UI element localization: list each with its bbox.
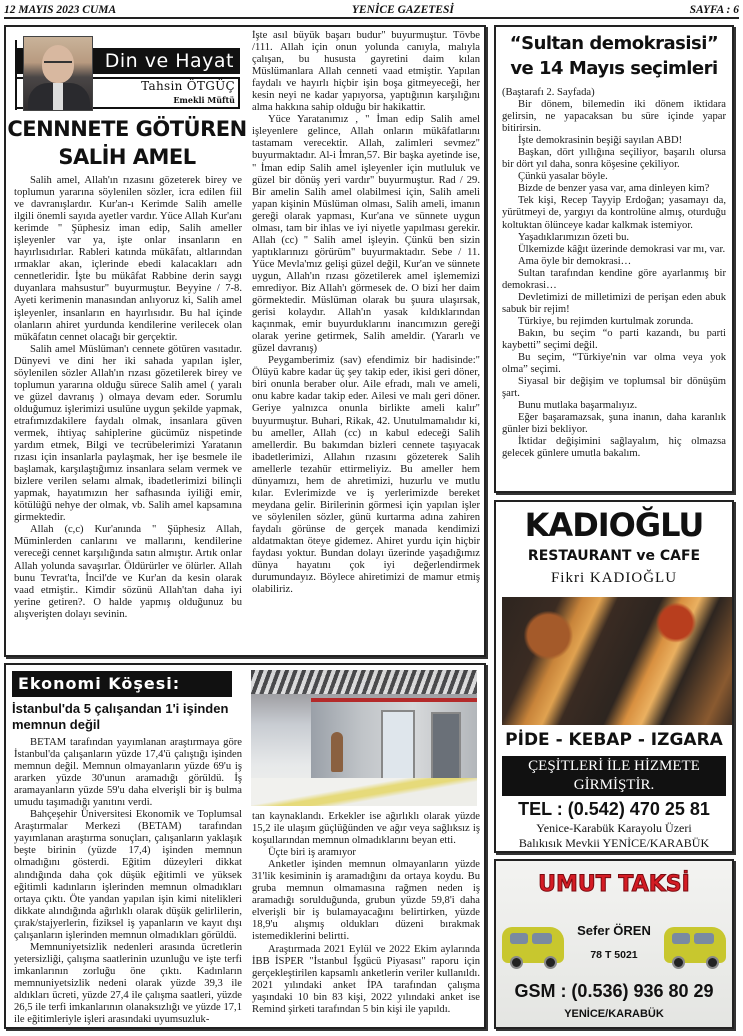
issue-date: 12 MAYIS 2023 CUMA — [4, 3, 117, 16]
taxi-gsm: GSM : (0.536) 936 80 29 — [514, 981, 714, 1001]
service-banner: ÇEŞİTLERİ İLE HİZMETE GİRMİŞTİR. — [502, 756, 726, 796]
article-headline: İstanbul'da 5 çalışandan 1'i işinden memnun değil — [12, 701, 229, 732]
page-header — [4, 2, 739, 19]
subheading: Üçte biri iş aramıyor — [268, 847, 356, 859]
taxi-location: YENİCE/KARABÜK — [564, 1008, 664, 1020]
taxi-owner: Sefer ÖREN — [577, 923, 651, 938]
menu-items: PİDE - KEBAP - IZGARA — [505, 730, 723, 750]
article-column-1: Salih amel, Allah'ın rızasını gözeterek birey ve toplumun yararına söylenilen sözler, icra edilen fiil ve davranışlardır. Kur'an-ı Kerimde Salih amelle ilgili önemli sayıda ayetler vardır. Yüce Allah Kur'anı kerimde " Şüphesiz iman edip, Salih ameller işleyenler var ya, işte onlar insanların en hayırlısıdırlar. Rableri katında mükâfatı, altlarından ırmaklar akan, içlerinde ebedi kalacakları adn cennetleridir. İşte bu mükâfat Rabbine derin saygı duyanlara mahsustur" buyurmuştur. Beyyine / 7-8. Ayeti kerimenin manasından anlıyoruz ki, Salih amel işleyenler, insanların en hayırlısıdır. Bu hal içinde olanların ahiret yurdunda kendilerine verilecek olan mükâfatın cennet olacağı bir gerçektir. Salih amel Müslüman'ı cennete götüren vasıtadır. Dünyevi ve dini her iki sahada yapılan işler, söylenilen sözler Allah'ın rızası gözetilerek birey ve toplumun yararına olduğu sürece Salih amel ( yaralı ve güzel davranış ) olmaya devam eder. Sorumlu olduğumuz işlerimizi usulüne uygun şekilde yapmak, etrafımızdakilere faydalı olmak, insanlara güven vermek, ihtiyaç sahiplerine gücümüz nispetinde yardım etmek, Bilgi ve tecrübelerimizi Yaratanın rızası için insanlarla paylaşmak, her işe besmele ile başlamak, karşılaştığımız insanlara selam vermek ve bizlere verilen selamı almak, ibadetlerimizi bilinçli yapmak, hayatımızın her safhasında iyiliği emir, kötülüğü nehye der olmak, vb. Salih amel kapsamına girmektedir. Allah (c,c) Kur'anında " Şüphesiz Allah, Müminlerden canlarını ve mallarını, kendilerine vereceği cennet karşılığında satın almıştır. Artık onlar Allah yolunda savaşırlar. Öldürürler ve ölürler. Allah bunu Tevrat'ta, İncil'de ve Kur'an da kesin olarak vaad etmiştir.. Kimdir sözünü Allah'tan daha iyi yerine getiren?. O halde yapmış olduğunuz bu alışverişten dolayı sevinin. — [14, 175, 242, 620]
umut-taksi-ad — [494, 859, 734, 1029]
restaurant-phone: TEL : (0.542) 470 25 81 — [518, 799, 710, 819]
column-name: Din ve Hayat — [104, 50, 234, 72]
restaurant-address-1: Yenice-Karabük Karayolu Üzeri — [536, 821, 692, 835]
section-banner — [12, 671, 232, 697]
section-title: Ekonomi Köşesi: — [18, 674, 181, 693]
taxi-car-icon — [502, 927, 564, 963]
taxi-car-icon — [664, 927, 726, 963]
article-title: “Sultan demokrasisi” ve 14 Mayıs seçimleri — [509, 33, 719, 79]
article-body: (Baştarafı 2. Sayfada) Bir dönem, bilemedin iki dönem iktidara gelirsin, ne yapacaksan bu süre içinde yapar bitirirsin. İşte demokrasinin beşiği sayılan ABD! Başkan, dört yıllığına seçiliyor, başarılı olursa bir dört yıl daha, sonra köşesine çekiliyor. Çünkü yasalar böyle. Bizde de benzer yasa var, ama dinleyen kim? Tek kişi, Recep Tayyip Erdoğan; yasamayı da, yürütmeyi de, yargıyı da kontrolüne almış, oturduğu koltuktan ölünceye kadar kalkmak istemiyor. Yaşadıklarımızın özeti bu. Ülkemizde kâğıt üzerinde demokrasi var mı, var. Ama öyle bir demokrasi… Sultan tarafından kendine göre ayarlanmış bir demokrasi… Devletimizi de milletimizi de perişan eden abuk sabuk bir rejim! Türkiye, bu rejimden kurtulmak zorunda. Bakın, bu seçim “o parti kazandı, bu parti kaybetti” seçimi değil. Bu seçim, “Türkiye'nin var olma veya yok olma” seçimi. Siyasal bir değişim ve toplumsal bir dönüşüm şart. Bunu mutlaka başarmalıyız. Eğer başaramazsak, şuna inanın, daha karanlık günler bizi bekliyor. İktidar değişimini sağlayalım, hiç olmazsa gelecek günlere umutla bakalım. — [502, 87, 726, 460]
author-role: Emekli Müftü — [173, 95, 235, 105]
article-column-2: tan kaynaklandı. Erkekler ise ağırlıklı olarak yüzde 15,2 ile ulaşım güçlüğünden ve ağır veya sağlıksız iş koşullarından memnun olmadıklarını beyan etti. Üçte biri iş aramıyor Anketler işinden memnun olmayanların yüzde 31'lik kesiminin iş aramadığını da ortaya koydu. Bu gruba memnun olmamasına rağmen neden iş aramadığı sorulduğunda, grubun yüzde 59,8'i daha elverişli bir iş bulamayacağını belirtirken, yüzde 18,9'u alışmış oldukları düzeni bırakmak istemediklerini belirtti. Araştırmada 2021 Eylül ve 2022 Ekim aylarında İBB İSPER "İstanbul İşgücü Piyasası" raporu için gerçekleştirilen kapsamlı anketlerin veriler kullanıldı. 2021 yılındaki anket İPA tarafından çalışma yaşındaki 10 bin 83 kişi, 2022 yılındaki anket ise Remind şirketi tarafından 5 bin kişi ile yapıldı. — [252, 811, 480, 1015]
restaurant-address-2: Balıkısık Mevkii YENİCE/KARABÜK — [518, 836, 710, 850]
article-title: CENNNETE GÖTÜREN SALİH AMEL — [7, 117, 247, 169]
din-ve-hayat-article — [4, 25, 486, 657]
author-name: Tahsin ÖTGÜÇ — [141, 79, 235, 93]
author-photo — [23, 36, 93, 111]
continued-note: (Baştarafı 2. Sayfada) — [502, 87, 595, 98]
kadioglu-restaurant-ad — [494, 500, 734, 853]
article-column-1: BETAM tarafından yayımlanan araştırmaya göre İstanbul'da çalışanların yüzde 17,4'ü çalıştığı işinden memnun değil. Memnun olmayanların yüzde 69'u iş ararken yüzde 30'unun aramadığı görüldü. İş aramayanların yüzde 59'u daha elverişli bir iş bulma umudu taşımadığı yanıtını verdi. Bahçeşehir Üniversitesi Ekonomik ve Toplumsal Araştırmalar Merkezi (BETAM) tarafından yayımlanan araştırma sonuçları, çalışanların yaklaşık beşte birinin (yüzde 17,4) işinden memnun olmadığını gösterdi. Eğitim düzeyleri dikkat alındığında daha çok düşük eğitimli ve yüksek eğitimli kadınların işlerinden memnun olmadıkları ortaya çıktı. Öte yandan yapılan işin kimi nitelikleri dikkate alındığında ağırlıklı olarak düşük gelirlilerin, çırak/stajyerlerin, fiziksel iş yapanların ve kayıt dışı çalışanların işlerinden memnun olmadıkları görüldü. Memnuniyetsizlik nedenleri arasında ücretlerin yetersizliği, çalışma saatlerinin uzunluğu ve işte terfi imkanlarının zorluğu öne çıktı. Kadınların memnuniyetsizlik nedeni olarak yüzde 39,3 ile aldıkları ücreti, yüzde 27,4 ile çalışma saatleri, yüzde 26,5 ile terfi imkanlarının olanaksızlığı ve yüzde 17,1 ile eğitimleriyle işleri arasındaki uyumsuzluk- — [14, 737, 242, 1025]
taxi-name: UMUT TAKSİ — [538, 872, 690, 897]
restaurant-name: KADIOĞLU — [524, 506, 704, 544]
newspaper-name: YENİCE GAZETESİ — [351, 3, 454, 16]
column-header — [15, 36, 240, 111]
restaurant-subtitle: RESTAURANT ve CAFE — [527, 548, 701, 564]
metro-photo — [251, 670, 477, 806]
food-photo — [502, 597, 734, 725]
page-number: SAYFA : 6 — [689, 3, 739, 16]
restaurant-owner: Fikri KADIOĞLU — [550, 570, 678, 586]
article-column-2: İşte asıl büyük başarı budur" buyurmuştur. Tövbe /111. Allah için onun yolunda canıyla, malıyla çalışan, bu hususta gayretini daim kılan Müslümanlara Allah cenneti vaad etmiştir. Yapılan faydalı ve hayırlı hiçbir işin boşa gitmeyeceği, her kesin neyi ne kadar yapıyorsa, yaptığının karşılığını alma hakkına sahip olduğu bir hakikattir. Yüce Yaratanımız , " İman edip Salih amel işleyenlere gelince, Allah onların mükâfatlarını tastamam verecektir. Allah, zalimleri sevmez" buyurmaktadır. Al-i İmran,57. Bir başka ayetinde ise, " İman edip Salih amel işleyenler için mutluluk ve güzel bir dönüş yeri vardır" buyurmuştur. Rad / 29. Bir amelin Salih amel olabilmesi için, Salih ameli yapan kişinin Müslüman olması, Salih ameli, imanın gereği olarak yapması, Kur'ana ve sünnete uygun olması, tam bir ihlas ve iyi niyetle yapılması gerekir. Allah (cc) " Salih amel işleyin. Çünkü ben sizin yaptıklarınızı görürüm" buyurmaktadır. Sebe / 11. Yüce Mevla'mız gelişi güzel değil, Kur'an ve sünnete uygun, Allah'ın rızası gözetilerek amel işlememizi emrediyor. Biz Allah'ı görmesek de. O bizi her daim görmektedir. Müslüman olarak bu şuura ulaşırsak, gerisi kolaydır. Allah'ın yasak kıldıklarından kaçınmak, emir buyurduklarını inancımızın gereği olarak yerine getirmek, Salih ameldir. (Yararlı ve güzel davranış) Peygamberimiz (sav) efendimiz bir hadisinde:" Ölüyü kabre kadar üç şey takip eder, ikisi geri döner, biri onunla beraber olur. Aile efradı, malı ve ameli, onu kabre kadar takip eder. Ailesi ve malı geri döner. Geriye yalnızca onunla birlikte ameli kalır" buyurmuştur. Buhari, Rikak, 42. Unutulmamalıdır ki, bu ameller, Allah (cc) ın kabul edeceği Salih amellerdir. Bu bakımdan bizleri cennete taşıyacak ibadetlerimizi, Allahın rızasını gözeterek Salih amellerle tezahür ettirmeliyiz. Bu ameller hem dünyamızı, hem de ahretimizi, huzurlu ve mutlu kılar. Evlerimizde ve iş yerlerimizde bereket meydana gelir. Birilerinin görmesi için yapılan işler ve söylenilen sözler, günü kurtarma adına zahiren faydalı görünse de gerçek manada kendimizi aldatmaktan öteye gidemez. Ahiret yurdu için hiçbir faydası yoktur. Bundan dolayı üzerinde yaşadığımız dünya hayatını çok iyi değerlendirmek durumundayız. Böylece ahiretimizi de mamur etmiş olabiliriz. — [252, 30, 480, 596]
taxi-plate: 78 T 5021 — [590, 949, 638, 961]
ekonomi-article — [4, 663, 486, 1029]
sultan-demokrasisi-article — [494, 25, 734, 493]
